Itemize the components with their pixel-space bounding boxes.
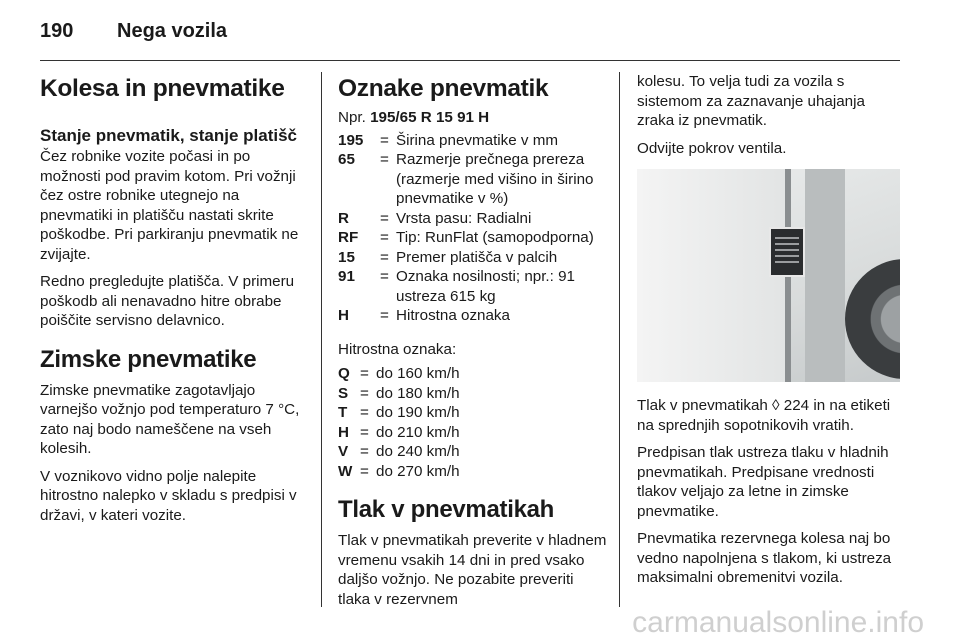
column-right	[637, 72, 902, 596]
watermark: carmanualsonline.info	[632, 606, 924, 639]
column-divider-2	[619, 72, 620, 607]
paragraph: Tlak v pnevmatikah ◊ 224 in na etiketi na sprednjih sopotnikovih vratih.	[637, 397, 891, 434]
speed-row: V = do 240 km/h	[338, 443, 460, 460]
speed-row: S = do 180 km/h	[338, 384, 460, 402]
paragraph: V voznikovo vidno polje nalepite hitrostno nalepko v skladu s predpisi v državi, v kateri vozite.	[40, 467, 297, 524]
paragraph: Predpisan tlak ustreza tlaku v hladnih pnevmatikah. Predpisane vrednosti tlakov veljajo za letne in zimske pnevmatike.	[637, 444, 889, 520]
page-number: 190	[40, 20, 74, 42]
definition-row: 91 = Oznaka nosilnosti; npr.: 91 ustreza 615 kg	[338, 268, 575, 305]
header-rule	[40, 60, 900, 61]
example-value: 195/65 R 15 91 H	[370, 109, 490, 126]
section-heading-wheels: Kolesa in pnevmatike	[40, 75, 285, 102]
paragraph: Pnevmatika rezervnega kolesa naj bo vedno napolnjena s tlakom, ki ustreza maksimalni obremenitvi vozila.	[637, 530, 892, 586]
subsection-title-condition: Stanje pnevmatik, stanje platišč	[40, 126, 297, 145]
paragraph: Redno pregledujte platišča. V primeru poškodb ali nenavadno hitre obrabe poiščite servisno delavnico.	[40, 273, 295, 329]
column-left	[40, 72, 312, 533]
definition-row: 195 = Širina pnevmatike v mm	[338, 131, 559, 149]
paragraph: Čez robnike vozite počasi in po možnosti pod pravim kotom. Pri vožnji čez ostre robnike utegnejo na pnevmatiki in platišču nastati skrite poškodbe. Pri parkiranju pnevmatik ne zvijajte.	[40, 148, 299, 263]
wheel-image	[845, 259, 900, 379]
definition-row: 65 = Razmerje prečnega prereza (razmerje med višino in širino pnevmatike v %)	[338, 151, 594, 207]
column-divider-1	[321, 72, 322, 607]
section-heading-tire-markings: Oznake pnevmatik	[338, 75, 549, 102]
speed-row: T = do 190 km/h	[338, 404, 460, 421]
definition-row: H = Hitrostna oznaka	[338, 307, 510, 324]
speed-row: H = do 210 km/h	[338, 423, 460, 441]
paragraph: Tlak v pnevmatikah preverite v hladnem vremenu vsakih 14 dni in pred vsako daljšo vožnjo. Ne pozabite preveriti tlaka v rezervnem	[338, 532, 607, 608]
speed-row: W = do 270 km/h	[338, 462, 460, 480]
example-label: Npr.	[338, 109, 366, 126]
door-label-photo	[637, 169, 900, 382]
speed-definitions	[338, 364, 608, 481]
definition-row: 15 = Premer platišča v palcih	[338, 248, 558, 266]
definition-row: R = Vrsta pasu: Radialni	[338, 209, 532, 227]
speed-row: Q = do 160 km/h	[338, 365, 460, 382]
column-middle	[338, 72, 608, 617]
paragraph: Odvijte pokrov ventila.	[637, 139, 787, 157]
chapter-title: Nega vozila	[117, 20, 228, 42]
tire-pressure-label-image	[769, 227, 805, 277]
definition-row: RF = Tip: RunFlat (samopodporna)	[338, 229, 594, 246]
example-line	[338, 108, 608, 128]
speed-intro: Hitrostna oznaka:	[338, 340, 457, 358]
marking-definitions	[338, 131, 608, 326]
section-heading-winter: Zimske pnevmatike	[40, 345, 257, 373]
paragraph: kolesu. To velja tudi za vozila s sistemom za zaznavanje uhajanja zraka iz pnevmatik.	[637, 73, 865, 129]
paragraph: Zimske pnevmatike zagotavljajo varnejšo vožnjo pod temperaturo 7 °C, zato naj bodo nameščene na vseh kolesih.	[40, 381, 300, 457]
section-heading-pressure: Tlak v pnevmatikah	[338, 496, 555, 523]
